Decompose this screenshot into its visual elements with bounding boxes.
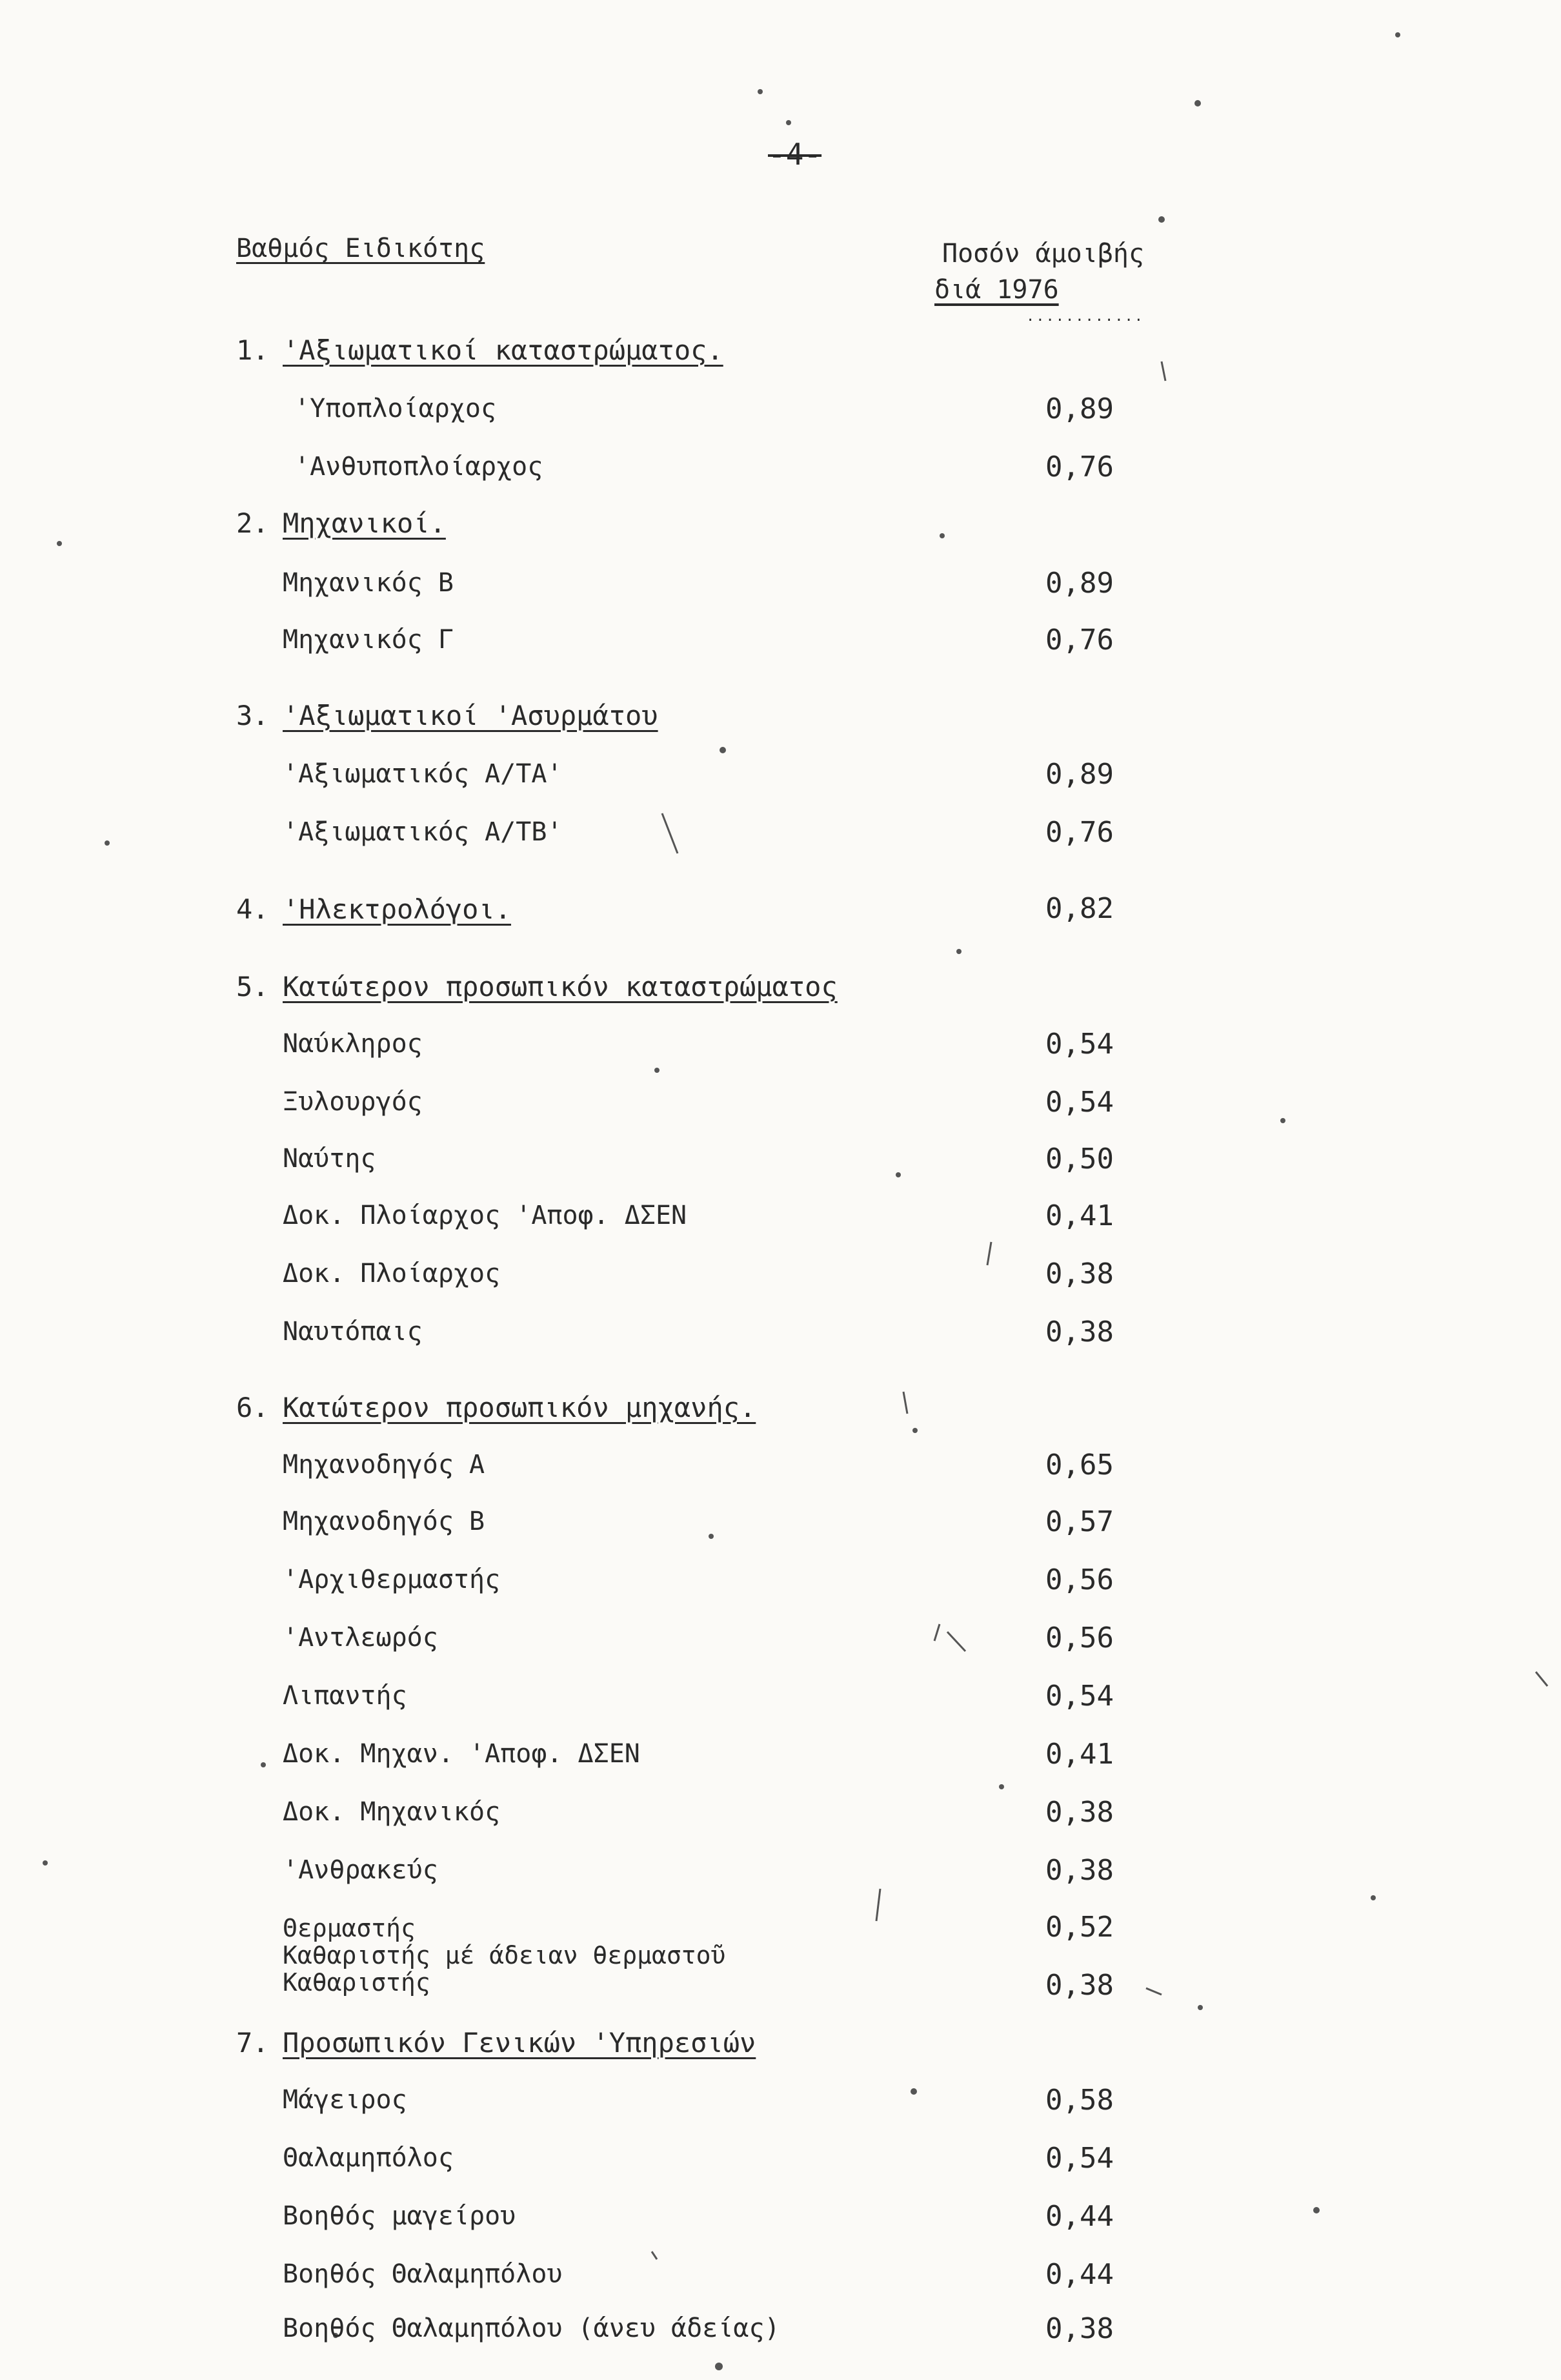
amount-value: 0,44 <box>1045 2200 1114 2233</box>
amount-value: 0,89 <box>1045 567 1114 600</box>
amount-value: 0,58 <box>1045 2084 1114 2117</box>
section-title: 'Ηλεκτρολόγοι. <box>283 893 512 925</box>
amount-value: 0,89 <box>1045 392 1114 425</box>
rank-label: Δοκ. Πλοίαρχος <box>283 1259 501 1288</box>
rank-label: 'Υποπλοίαρχος <box>294 394 497 423</box>
amount-value: 0,57 <box>1045 1505 1114 1538</box>
amount-value: 0,38 <box>1045 2312 1114 2345</box>
section-title: 'Αξιωματικοί καταστρώματος. <box>283 334 723 366</box>
amount-value: 0,44 <box>1045 2258 1114 2291</box>
rank-label: Θερμαστής <box>283 1914 416 1942</box>
rank-label: Θαλαμηπόλος <box>283 2143 454 2173</box>
rank-label: 'Αξιωματικός Α/ΤΒ' <box>283 817 563 847</box>
rank-label: Μηχανοδηγός Β <box>283 1507 485 1536</box>
amount-value: 0,41 <box>1045 1738 1114 1771</box>
rank-label: 'Ανθρακεύς <box>283 1855 438 1885</box>
section-heading <box>236 2027 756 2059</box>
amount-value: 0,76 <box>1045 624 1114 656</box>
rank-label: 'Αξιωματικός Α/ΤΑ' <box>283 759 563 789</box>
rank-label: Λιπαντής <box>283 1681 407 1711</box>
section-heading <box>236 1392 756 1423</box>
section-heading <box>236 507 446 539</box>
rank-label: Μηχανικός Β <box>283 568 454 598</box>
column-header-amount: Ποσόν άμοιβής <box>942 239 1145 269</box>
section-title: Κατώτερον προσωπικόν καταστρώματος <box>283 971 838 1002</box>
rank-label: Ναύκληρος <box>283 1029 423 1059</box>
rank-label: Καθαριστής <box>283 1968 430 1997</box>
amount-value: 0,38 <box>1045 1316 1114 1348</box>
amount-value: 0,38 <box>1045 1969 1114 2002</box>
amount-value: 0,38 <box>1045 1854 1114 1887</box>
section-heading <box>236 334 723 366</box>
amount-value: 0,82 <box>1045 892 1114 925</box>
section-heading <box>236 893 511 925</box>
rank-label: Δοκ. Μηχαν. 'Αποφ. ΔΣΕΝ <box>283 1739 640 1769</box>
section-title: Κατώτερον προσωπικόν μηχανής. <box>283 1392 756 1423</box>
section-number: 5. <box>236 971 269 1002</box>
section-number: 2. <box>236 507 269 539</box>
amount-value: 0,41 <box>1045 1199 1114 1232</box>
amount-value: 0,38 <box>1045 1257 1114 1290</box>
rank-label: Μηχανικός Γ <box>283 625 454 655</box>
rank-label: Βοηθός μαγείρου <box>283 2201 516 2231</box>
rank-label: Ναυτόπαις <box>283 1317 423 1347</box>
section-title: Προσωπικόν Γενικών 'Υπηρεσιών <box>283 2027 756 2059</box>
section-number: 3. <box>236 700 269 731</box>
rank-label: Βοηθός Θαλαμηπόλου (άνευ άδείας) <box>283 2314 780 2343</box>
rank-label: Βοηθός Θαλαμηπόλου <box>283 2259 563 2289</box>
rank-label: Δοκ. Μηχανικός <box>283 1797 501 1827</box>
section-heading <box>236 700 658 731</box>
amount-value: 0,89 <box>1045 758 1114 791</box>
column-header-year: διά 1976 <box>934 275 1059 305</box>
section-heading <box>236 971 838 1002</box>
rank-label: Ναύτης <box>283 1144 376 1174</box>
section-number: 6. <box>236 1392 269 1423</box>
amount-value: 0,65 <box>1045 1449 1114 1481</box>
page-number: -4- <box>768 137 822 172</box>
section-number: 1. <box>236 334 269 366</box>
section-title: 'Αξιωματικοί 'Ασυρμάτου <box>283 700 658 731</box>
rank-label: 'Αντλεωρός <box>283 1623 438 1653</box>
amount-value: 0,56 <box>1045 1563 1114 1596</box>
rank-label: 'Αρχιθερμαστής <box>283 1565 501 1594</box>
rank-label: Μάγειρος <box>283 2085 407 2115</box>
column-header-rank: Βαθμός Ειδικότης <box>236 234 485 263</box>
dotted-rule: ............ <box>1026 309 1144 325</box>
amount-value: 0,76 <box>1045 816 1114 849</box>
rank-label: 'Ανθυποπλοίαρχος <box>294 452 543 482</box>
section-number: 7. <box>236 2027 269 2059</box>
amount-value: 0,54 <box>1045 1086 1114 1119</box>
amount-value: 0,76 <box>1045 451 1114 483</box>
amount-value: 0,56 <box>1045 1622 1114 1654</box>
rank-label: Ξυλουργός <box>283 1087 423 1117</box>
rank-label: Μηχανοδηγός Α <box>283 1450 485 1480</box>
amount-value: 0,50 <box>1045 1143 1114 1175</box>
rank-label: Καθαριστής μέ άδειαν θερμαστοῦ <box>283 1941 726 1969</box>
amount-value: 0,54 <box>1045 2142 1114 2175</box>
rank-label: Δοκ. Πλοίαρχος 'Αποφ. ΔΣΕΝ <box>283 1201 687 1230</box>
section-title: Μηχανικοί. <box>283 507 446 539</box>
amount-value: 0,54 <box>1045 1680 1114 1713</box>
amount-value: 0,38 <box>1045 1796 1114 1829</box>
amount-value: 0,54 <box>1045 1028 1114 1061</box>
amount-value: 0,52 <box>1045 1911 1114 1944</box>
section-number: 4. <box>236 893 269 925</box>
